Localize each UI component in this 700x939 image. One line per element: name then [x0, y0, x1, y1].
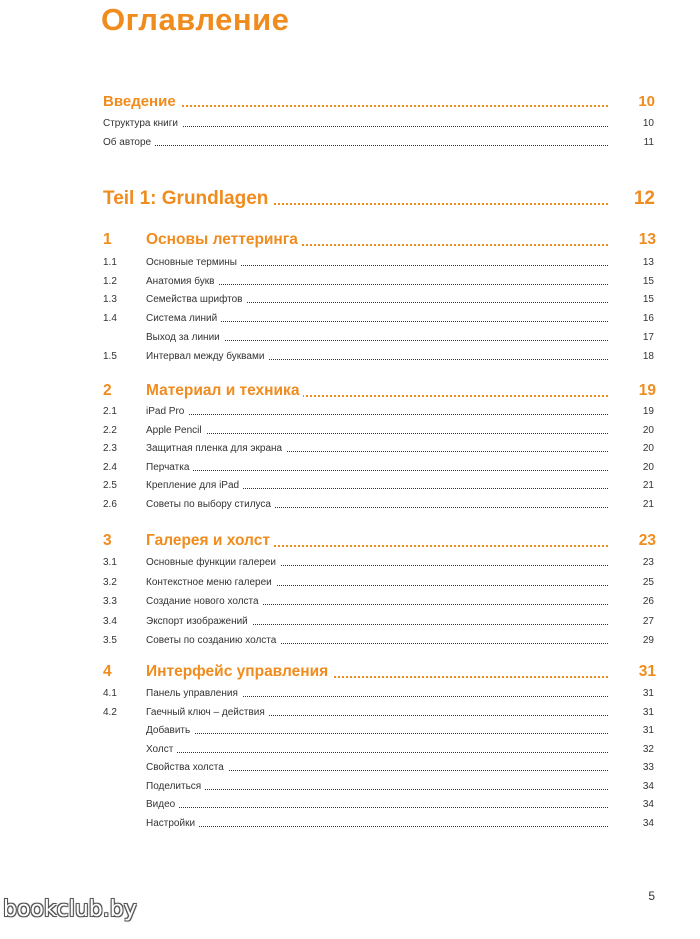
toc-entry[interactable] — [0, 818, 700, 832]
entry-label: Teil 1: Grundlagen — [103, 188, 272, 210]
entry-label: Материал и техника — [146, 382, 303, 400]
dot-leader — [146, 826, 608, 827]
entry-page: 20 — [642, 462, 654, 473]
entry-page: 25 — [642, 577, 654, 588]
entry-label: Интерфейс управления — [146, 663, 332, 681]
entry-page: 13 — [638, 231, 656, 248]
toc-entry[interactable] — [0, 744, 700, 758]
entry-number: 3.1 — [103, 557, 117, 568]
entry-number: 1.1 — [103, 257, 117, 268]
entry-page: 20 — [642, 443, 654, 454]
entry-label: Видео — [146, 799, 179, 810]
entry-page: 11 — [643, 137, 654, 148]
entry-page: 34 — [642, 781, 654, 792]
entry-page: 27 — [642, 616, 654, 627]
toc-entry[interactable] — [0, 118, 700, 132]
entry-label: Основы леттеринга — [146, 231, 302, 249]
entry-label: Советы по созданию холста — [146, 635, 280, 646]
dot-leader — [146, 752, 608, 753]
toc-entry[interactable] — [0, 557, 700, 571]
toc-entry[interactable] — [0, 332, 700, 346]
toc-entry[interactable] — [0, 635, 700, 649]
entry-page: 23 — [642, 557, 654, 568]
entry-label: Основные термины — [146, 257, 241, 268]
toc-chapter[interactable] — [0, 532, 700, 554]
toc-entry[interactable] — [0, 294, 700, 308]
toc-entry[interactable] — [0, 725, 700, 739]
entry-page: 21 — [642, 499, 654, 510]
entry-page: 15 — [642, 276, 654, 287]
entry-label: Панель управления — [146, 688, 242, 699]
entry-label: Поделиться — [146, 781, 205, 792]
entry-page: 21 — [642, 480, 654, 491]
entry-label: Галерея и холст — [146, 532, 274, 550]
entry-label: Советы по выбору стилуса — [146, 499, 275, 510]
dot-leader — [146, 433, 608, 434]
entry-label: Контекстное меню галереи — [146, 577, 276, 588]
entry-page: 31 — [642, 688, 654, 699]
toc-part[interactable] — [0, 188, 700, 214]
entry-label: Введение — [103, 93, 180, 110]
entry-number: 1.4 — [103, 313, 117, 324]
toc-entry[interactable] — [0, 781, 700, 795]
entry-number: 2.2 — [103, 425, 117, 436]
entry-label: Интервал между буквами — [146, 351, 268, 362]
entry-number: 2.3 — [103, 443, 117, 454]
entry-page: 31 — [642, 707, 654, 718]
dot-leader — [146, 733, 608, 734]
entry-number: 2.6 — [103, 499, 117, 510]
entry-number: 4.2 — [103, 707, 117, 718]
toc-entry[interactable] — [0, 707, 700, 721]
entry-label: Защитная пленка для экрана — [146, 443, 286, 454]
page-number: 5 — [648, 889, 655, 903]
dot-leader — [146, 470, 608, 471]
entry-page: 10 — [638, 93, 655, 110]
dot-leader — [103, 145, 608, 146]
entry-label: Apple Pencil — [146, 425, 206, 436]
entry-label: Анатомия букв — [146, 276, 218, 287]
toc-entry[interactable] — [0, 137, 700, 151]
entry-number: 3.5 — [103, 635, 117, 646]
entry-label: Выход за линии — [146, 332, 224, 343]
entry-page: 34 — [642, 799, 654, 810]
entry-label: Основные функции галереи — [146, 557, 280, 568]
entry-label: Свойства холста — [146, 762, 228, 773]
entry-page: 32 — [642, 744, 654, 755]
entry-label: Настройки — [146, 818, 199, 829]
toc-entry[interactable] — [0, 313, 700, 327]
entry-page: 29 — [642, 635, 654, 646]
dot-leader — [146, 414, 608, 415]
toc-entry[interactable] — [0, 425, 700, 439]
entry-number: 3 — [103, 532, 112, 549]
entry-label: Гаечный ключ – действия — [146, 707, 269, 718]
entry-number: 2 — [103, 382, 112, 399]
entry-label: iPad Pro — [146, 406, 188, 417]
toc-entry[interactable] — [0, 762, 700, 776]
toc-entry[interactable] — [0, 443, 700, 457]
dot-leader — [146, 807, 608, 808]
toc-entry[interactable] — [0, 351, 700, 365]
entry-label: Об авторе — [103, 137, 155, 148]
toc-entry[interactable] — [0, 577, 700, 591]
entry-page: 20 — [642, 425, 654, 436]
entry-number: 1.5 — [103, 351, 117, 362]
toc-entry[interactable] — [0, 462, 700, 476]
toc-chapter[interactable] — [0, 663, 700, 685]
entry-label: Добавить — [146, 725, 194, 736]
page-title: Оглавление — [101, 2, 290, 37]
entry-label: Перчатка — [146, 462, 193, 473]
entry-page: 15 — [642, 294, 654, 305]
toc-entry[interactable] — [0, 616, 700, 630]
entry-page: 10 — [642, 118, 654, 129]
entry-label: Холст — [146, 744, 177, 755]
entry-label: Экспорт изображений — [146, 616, 252, 627]
toc-entry[interactable] — [0, 480, 700, 494]
entry-page: 19 — [638, 382, 656, 399]
entry-number: 1 — [103, 231, 112, 248]
toc-entry[interactable] — [0, 257, 700, 271]
entry-page: 12 — [633, 188, 655, 209]
entry-label: Создание нового холста — [146, 596, 263, 607]
entry-number: 1.2 — [103, 276, 117, 287]
entry-number: 3.3 — [103, 596, 117, 607]
toc-entry[interactable] — [0, 596, 700, 610]
toc-intro[interactable] — [0, 93, 700, 113]
entry-number: 1.3 — [103, 294, 117, 305]
toc-entry[interactable] — [0, 799, 700, 813]
toc-chapter[interactable] — [0, 231, 700, 253]
entry-number: 4.1 — [103, 688, 117, 699]
watermark-logo: bookclub.by — [3, 897, 137, 922]
entry-number: 3.2 — [103, 577, 117, 588]
entry-page: 13 — [642, 257, 654, 268]
toc-entry[interactable] — [0, 688, 700, 702]
toc-entry[interactable] — [0, 499, 700, 513]
entry-page: 33 — [642, 762, 654, 773]
toc-entry[interactable] — [0, 276, 700, 290]
entry-label: Крепление для iPad — [146, 480, 243, 491]
entry-page: 23 — [638, 532, 656, 549]
entry-number: 2.1 — [103, 406, 117, 417]
entry-page: 16 — [642, 313, 654, 324]
entry-page: 31 — [642, 725, 654, 736]
toc-chapter[interactable] — [0, 382, 700, 404]
entry-page: 31 — [638, 663, 656, 680]
entry-page: 17 — [642, 332, 654, 343]
entry-page: 34 — [642, 818, 654, 829]
dot-leader — [146, 789, 608, 790]
entry-page: 19 — [642, 406, 654, 417]
entry-number: 3.4 — [103, 616, 117, 627]
entry-label: Система линий — [146, 313, 221, 324]
entry-number: 4 — [103, 663, 112, 680]
entry-page: 18 — [642, 351, 654, 362]
toc-entry[interactable] — [0, 406, 700, 420]
entry-page: 26 — [642, 596, 654, 607]
entry-number: 2.5 — [103, 480, 117, 491]
entry-number: 2.4 — [103, 462, 117, 473]
entry-label: Структура книги — [103, 118, 182, 129]
entry-label: Семейства шрифтов — [146, 294, 246, 305]
